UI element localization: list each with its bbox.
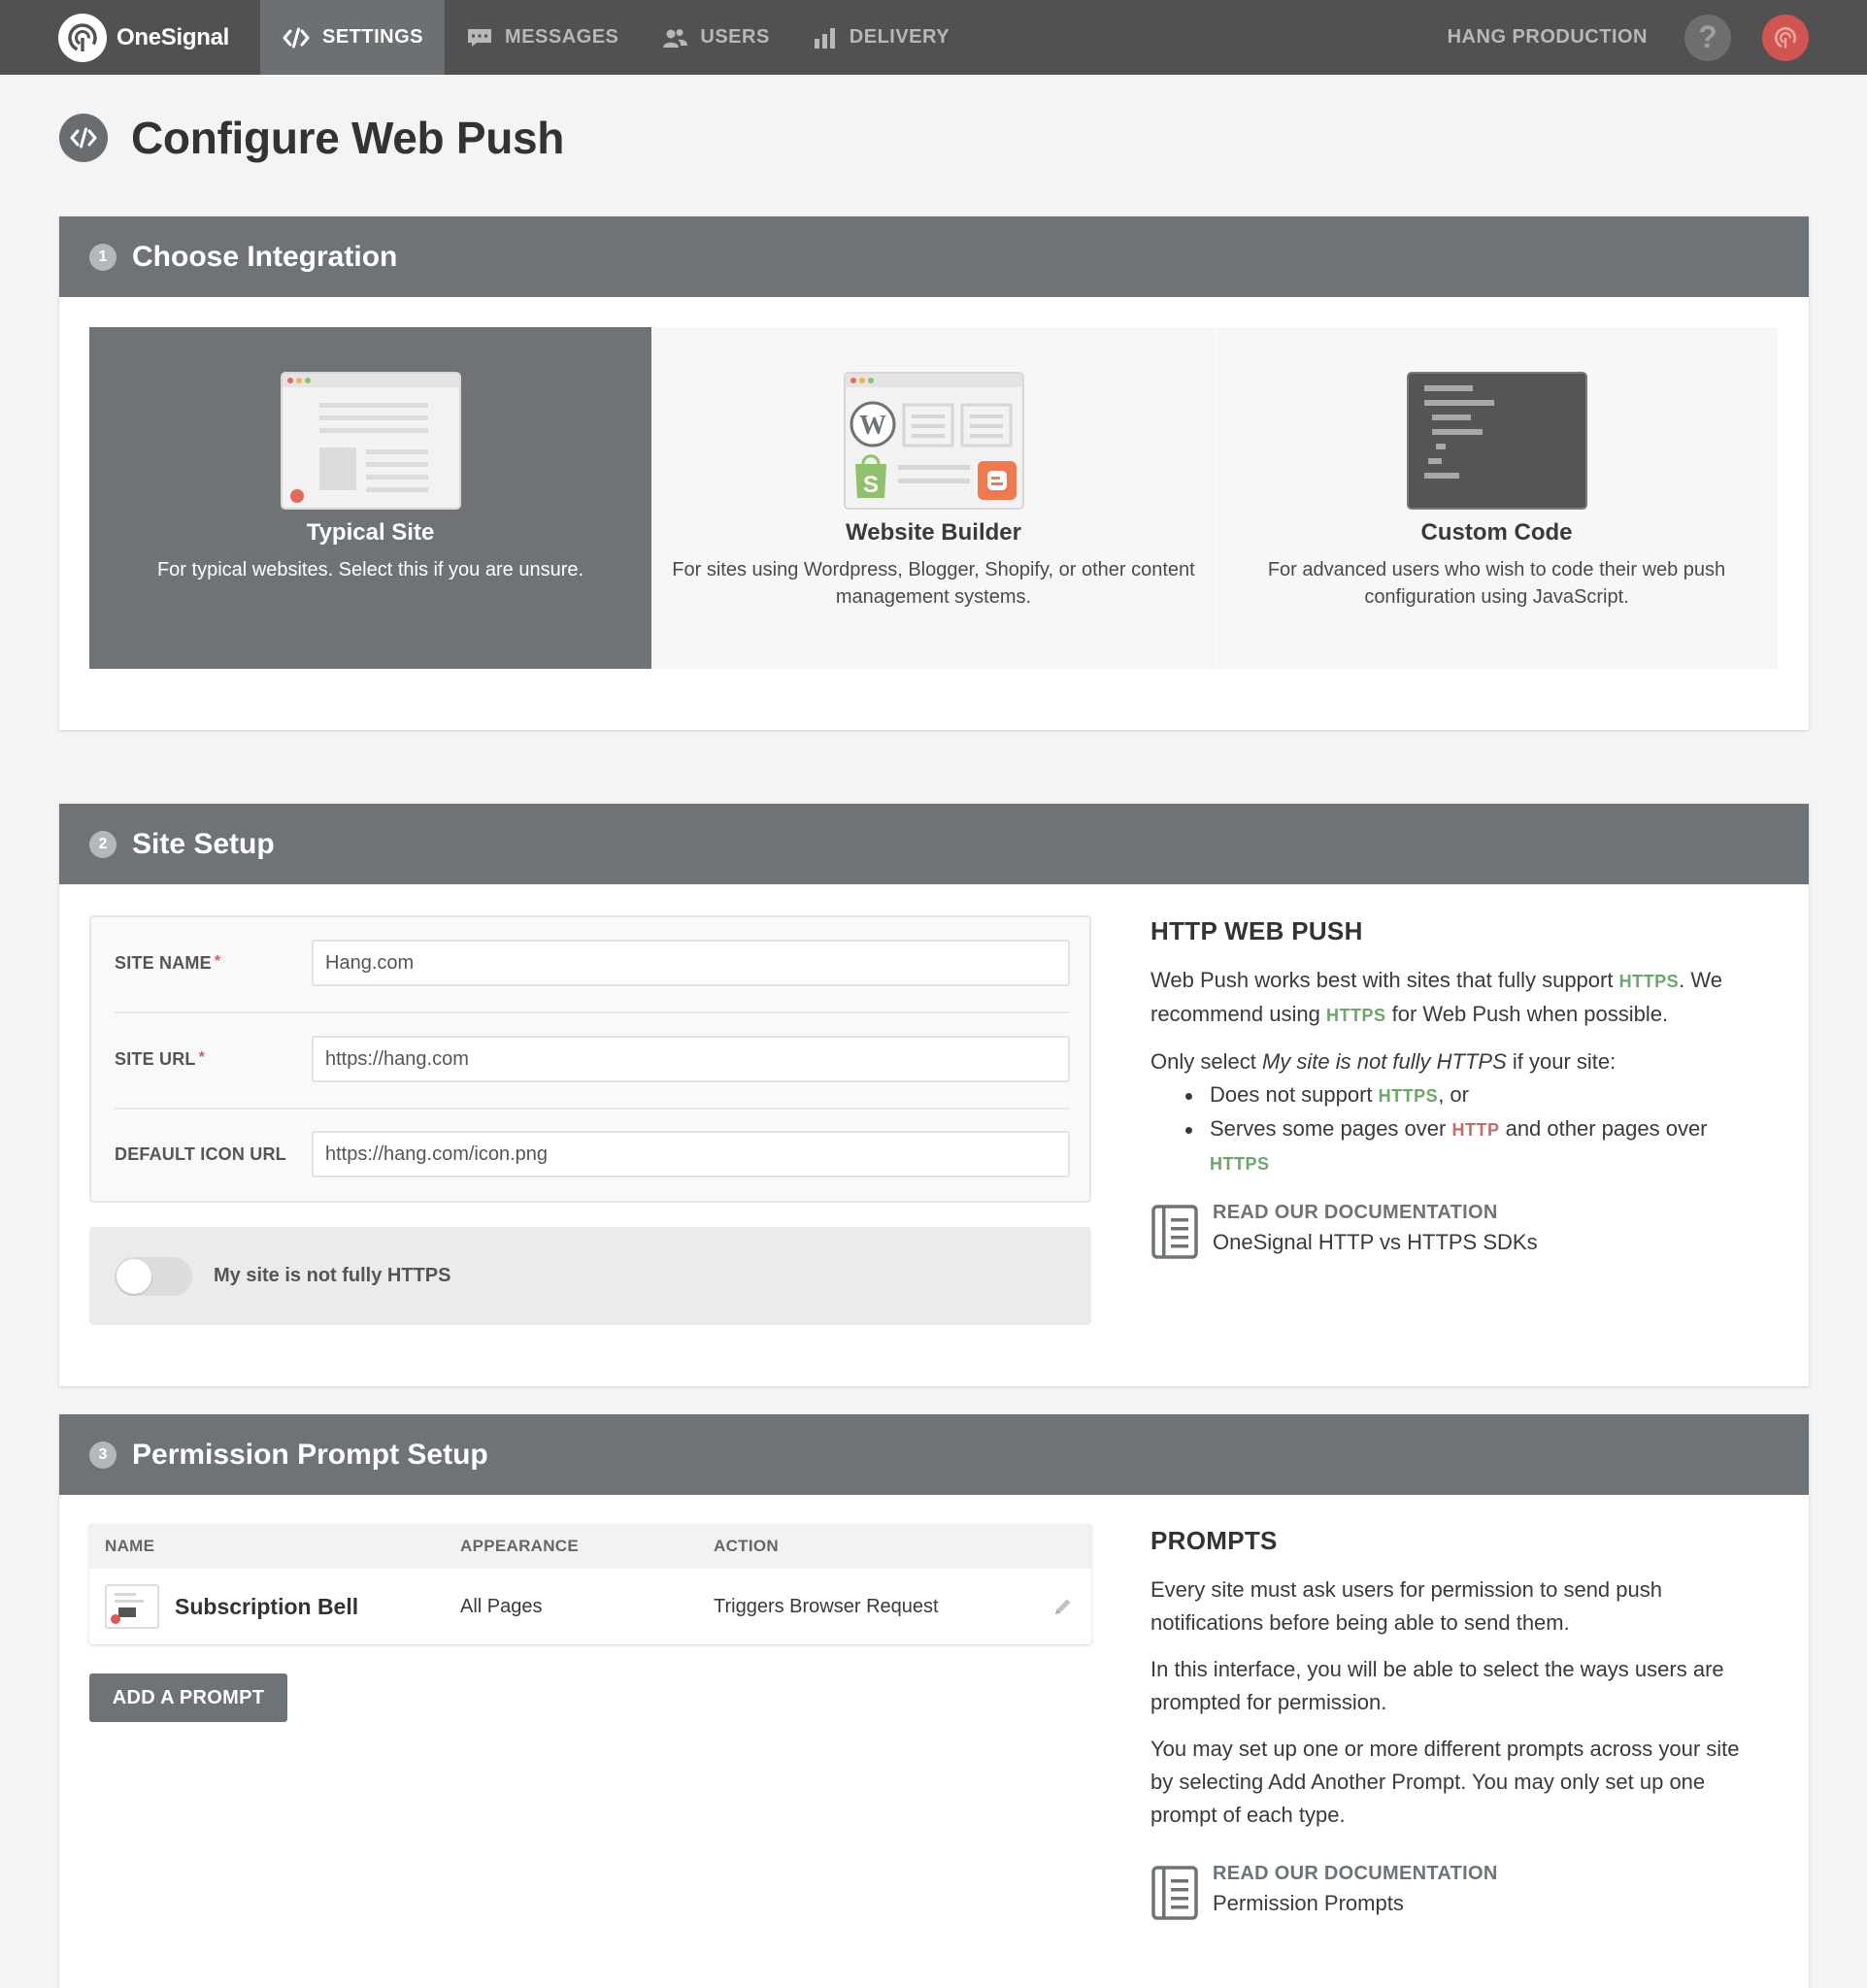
users-icon	[661, 26, 688, 50]
website-builder-illustration-icon	[844, 372, 1024, 510]
document-icon	[1150, 1865, 1199, 1921]
edit-prompt-button[interactable]	[1034, 1596, 1091, 1617]
column-header-action: ACTION	[714, 1537, 779, 1555]
integration-card-website-builder[interactable]	[652, 327, 1216, 669]
card-description: For sites using Wordpress, Blogger, Shopify, or other content management systems.	[672, 559, 1195, 608]
not-fully-https-toggle[interactable]	[115, 1257, 192, 1296]
integration-card-typical-site[interactable]	[89, 327, 652, 669]
bar-chart-icon	[813, 26, 838, 50]
help-button[interactable]	[1684, 15, 1731, 61]
integration-card-custom-code[interactable]	[1216, 327, 1779, 669]
custom-code-illustration-icon	[1407, 372, 1587, 510]
top-nav	[0, 0, 1867, 75]
add-prompt-button[interactable]: ADD A PROMPT	[89, 1673, 287, 1722]
code-icon	[282, 26, 311, 50]
site-name-input[interactable]	[312, 940, 1070, 986]
step-number: 1	[89, 244, 117, 271]
permission-prompt-section	[59, 1414, 1809, 1988]
avatar-logo-icon	[1771, 23, 1800, 52]
doc-kicker: READ OUR DOCUMENTATION	[1213, 1202, 1498, 1223]
step-number: 3	[89, 1441, 117, 1469]
card-title: Website Builder	[846, 519, 1021, 546]
document-icon	[1150, 1204, 1199, 1260]
svg-text:S: S	[862, 472, 879, 498]
default-icon-url-label: DEFAULT ICON URL	[115, 1143, 286, 1164]
nav-delivery[interactable]	[791, 0, 971, 75]
divider	[115, 1011, 1070, 1013]
site-name-label: SITE NAME *	[115, 952, 221, 973]
nav-messages-label: MESSAGES	[505, 26, 619, 48]
toggle-label: My site is not fully HTTPS	[214, 1265, 451, 1286]
http-web-push-info	[1150, 916, 1752, 1260]
pencil-icon	[1052, 1596, 1074, 1617]
info-list	[1150, 1078, 1752, 1180]
list-item: Serves some pages over HTTP and other pages over HTTPS	[1185, 1112, 1752, 1180]
doc-text	[1213, 1863, 1498, 1916]
required-marker: *	[214, 952, 221, 970]
section-header	[59, 216, 1809, 297]
brand-name: OneSignal	[117, 23, 229, 50]
site-url-row	[115, 1035, 1070, 1083]
column-header-appearance: APPEARANCE	[460, 1537, 580, 1555]
card-title: Typical Site	[306, 519, 435, 546]
svg-text:W: W	[858, 411, 886, 441]
prompt-appearance: All Pages	[460, 1595, 543, 1617]
required-marker: *	[198, 1048, 206, 1066]
prompts-info	[1150, 1526, 1752, 1921]
info-paragraph: You may set up one or more different prompts across your site by selecting Add Another Prompt. You may only set up one prompt of each type.	[1150, 1737, 1740, 1827]
table-header	[89, 1524, 1091, 1569]
brand[interactable]	[0, 0, 260, 75]
onesignal-logo-icon	[58, 14, 107, 62]
table-row[interactable]	[89, 1569, 1091, 1644]
nav-delivery-label: DELIVERY	[849, 26, 950, 48]
default-icon-url-row	[115, 1130, 1070, 1178]
section-title: Site Setup	[132, 827, 275, 860]
site-name-row	[115, 939, 1070, 987]
info-heading: HTTP WEB PUSH	[1150, 916, 1363, 945]
nav-users-label: USERS	[700, 26, 770, 48]
info-paragraph: Every site must ask users for permission to send push notifications before being able to send them.	[1150, 1577, 1662, 1635]
nav-messages[interactable]	[445, 0, 640, 75]
org-switcher[interactable]: HANG PRODUCTION	[1447, 26, 1648, 48]
site-setup-form	[89, 915, 1091, 1203]
site-url-input[interactable]	[312, 1036, 1070, 1082]
toggle-knob	[117, 1259, 151, 1294]
card-description: For typical websites. Select this if you are unsure.	[156, 559, 584, 580]
site-setup-section	[59, 804, 1809, 1386]
nav-users[interactable]	[640, 0, 790, 75]
nav-settings[interactable]	[260, 0, 445, 75]
list-item: Does not support HTTPS, or	[1185, 1078, 1752, 1112]
choose-integration-section	[59, 216, 1809, 730]
prompt-action: Triggers Browser Request	[714, 1595, 939, 1617]
card-description: For advanced users who wish to code their web push configuration using JavaScript.	[1267, 559, 1726, 608]
doc-text	[1213, 1202, 1538, 1255]
typical-site-illustration-icon	[281, 372, 461, 510]
doc-title: Permission Prompts	[1213, 1891, 1404, 1915]
https-toggle-row	[89, 1227, 1091, 1325]
info-heading: PROMPTS	[1150, 1526, 1278, 1555]
prompts-table	[89, 1524, 1091, 1644]
section-title: Choose Integration	[132, 240, 398, 273]
help-icon: ?	[1698, 19, 1717, 54]
page-title: Configure Web Push	[131, 113, 565, 163]
step-number: 2	[89, 831, 117, 858]
doc-kicker: READ OUR DOCUMENTATION	[1213, 1863, 1498, 1884]
nav-settings-label: SETTINGS	[322, 26, 424, 48]
message-icon	[466, 26, 493, 50]
documentation-link[interactable]	[1150, 1202, 1752, 1260]
doc-title: OneSignal HTTP vs HTTPS SDKs	[1213, 1230, 1538, 1254]
column-header-name: NAME	[105, 1537, 155, 1555]
section-header	[59, 1414, 1809, 1495]
info-paragraph: Web Push works best with sites that fully support HTTPS. We recommend using HTTPS for Web Push when possible.	[1150, 968, 1722, 1026]
code-icon	[59, 114, 108, 162]
divider	[115, 1108, 1070, 1110]
avatar[interactable]	[1762, 15, 1809, 61]
info-paragraph: Only select My site is not fully HTTPS if your site:	[1150, 1049, 1617, 1074]
prompt-name: Subscription Bell	[175, 1593, 359, 1619]
info-paragraph: In this interface, you will be able to select the ways users are prompted for permission.	[1150, 1657, 1724, 1714]
documentation-link[interactable]	[1150, 1863, 1752, 1921]
card-title: Custom Code	[1420, 519, 1573, 546]
integration-options	[89, 327, 1779, 669]
page-header	[59, 112, 564, 164]
site-url-label: SITE URL *	[115, 1048, 206, 1069]
section-header	[59, 804, 1809, 884]
section-title: Permission Prompt Setup	[132, 1438, 488, 1471]
default-icon-url-input[interactable]	[312, 1131, 1070, 1177]
nav-right	[1448, 0, 1867, 75]
subscription-bell-thumbnail-icon	[105, 1584, 159, 1629]
